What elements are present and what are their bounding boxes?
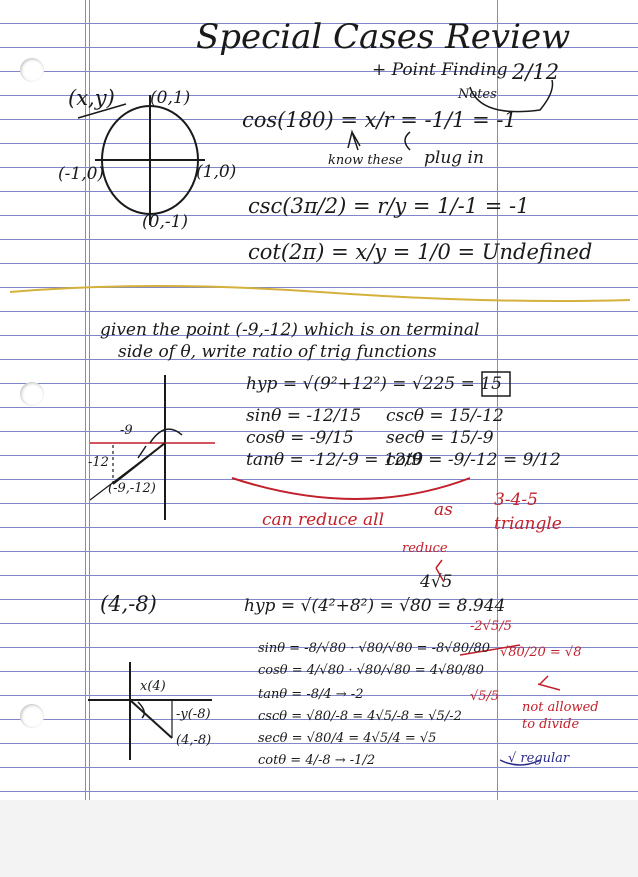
p1-graph-point: (-9,-12) (108, 481, 156, 496)
p2-sec: secθ = √80/4 = 4√5/4 = √5 (258, 731, 437, 746)
section-divider (10, 286, 630, 301)
p1-cot: cotθ = -9/-12 = 9/12 (386, 450, 561, 470)
xy-label: (x,y) (68, 86, 115, 110)
p1-sin: sinθ = -12/15 (246, 406, 362, 426)
p1-graph-y: -12 (88, 455, 109, 470)
p1-prompt-line1: given the point (-9,-12) which is on terminal (100, 320, 480, 340)
circle-top-label: (0,1) (150, 88, 191, 108)
csc-line: csc(3π/2) = r/y = 1/-1 = -1 (248, 194, 530, 218)
p2-not-allowed-arrow (538, 676, 560, 690)
p2-terminal-side (130, 700, 172, 738)
p2-side-note2: √80/20 = √8 (500, 645, 582, 660)
p2-four-root5: 4√5 (420, 572, 453, 592)
p2-cot: cotθ = 4/-8 → -1/2 (258, 753, 376, 768)
p1-graph-x: -9 (120, 423, 133, 438)
p1-note-as: as (434, 500, 453, 520)
p2-not-allowed-note: not allowed to divide (522, 700, 599, 732)
plug-in-note: plug in (424, 148, 484, 168)
p1-red-curve (232, 478, 470, 499)
p2-graph-x: x(4) (140, 679, 166, 694)
p2-regular-note: √ regular (508, 751, 570, 766)
p1-note: can reduce all (262, 510, 385, 530)
p1-csc: cscθ = 15/-12 (386, 406, 504, 426)
p2-reduce-note: reduce (402, 541, 448, 556)
p2-cos: cosθ = 4/√80 · √80/√80 = 4√80/80 (258, 663, 484, 678)
p2-graph-point: (4,-8) (176, 733, 212, 748)
know-these-note: know these (328, 153, 403, 168)
p2-graph-y: -y(-8) (176, 707, 211, 722)
cot-line: cot(2π) = x/y = 1/0 = Undefined (248, 240, 593, 264)
up-arrow-know (348, 132, 360, 150)
circle-right-label: (1,0) (196, 162, 237, 182)
p1-angle-arrow (138, 446, 146, 458)
p2-sin: sinθ = -8/√80 · √80/√80 = -8√80/80 (258, 641, 491, 656)
notes-label: Notes (458, 87, 497, 102)
p2-side-note3: √5/5 (470, 689, 500, 704)
p2-csc: cscθ = √80/-8 = 4√5/-8 = √5/-2 (258, 709, 462, 724)
p1-tan: tanθ = -12/-9 = 12/9 (246, 450, 423, 470)
p1-cos: cosθ = -9/15 (246, 428, 354, 448)
p2-tan: tanθ = -8/4 → -2 (258, 687, 364, 702)
p1-hyp: hyp = √(9²+12²) = √225 = 15 (246, 374, 502, 394)
page-subtitle: + Point Finding (372, 60, 508, 80)
curve-arrow-plug (405, 132, 410, 150)
circle-left-label: (-1,0) (58, 164, 105, 184)
page-title: Special Cases Review (196, 17, 571, 57)
p1-sec: secθ = 15/-9 (386, 428, 494, 448)
cos-line: cos(180) = x/r = -1/1 = -1 (242, 108, 517, 132)
p2-point: (4,-8) (100, 592, 157, 616)
p1-prompt-line2: side of θ, write ratio of trig functions (118, 342, 437, 362)
p1-triangle-top: 3-4-5 (494, 490, 538, 510)
p2-hyp: hyp = √(4²+8²) = √80 = 8.944 (244, 596, 506, 616)
page-date: 2/12 (512, 60, 560, 84)
circle-bottom-label: (0,-1) (142, 212, 189, 232)
p2-side-note1: -2√5/5 (470, 619, 512, 634)
p1-triangle: triangle (494, 514, 562, 534)
